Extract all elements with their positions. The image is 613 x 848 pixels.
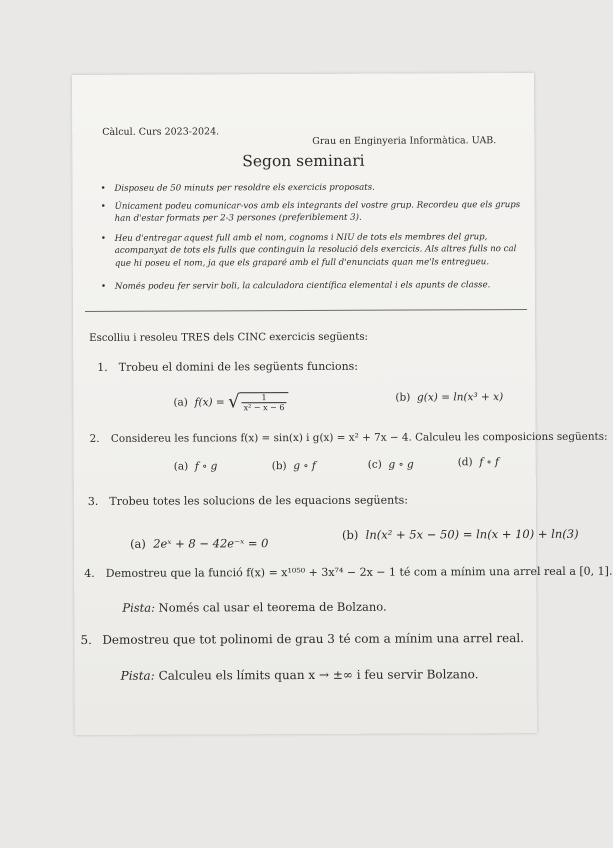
question-2-part-d	[458, 456, 499, 468]
part-expression: f(x) =	[194, 396, 225, 409]
question-3	[88, 494, 408, 508]
instruction-item	[100, 181, 520, 195]
question-2-part-c	[368, 459, 414, 471]
hint-label: Pista:	[120, 668, 155, 683]
part-label: (a)	[130, 536, 146, 551]
part-expression: ln(x² + 5x − 50) = ln(x + 10) + ln(3)	[365, 526, 579, 542]
question-2	[90, 431, 608, 445]
question-number: 4.	[84, 566, 95, 580]
question-text: Demostreu que tot polinomi de grau 3 té com a mínim una arrel real.	[102, 631, 525, 647]
question-4	[84, 565, 612, 580]
part-label: (a)	[173, 460, 189, 473]
bullet-icon: •	[100, 233, 107, 244]
fraction	[242, 393, 287, 412]
exercise-intro: Escolliu i resoleu TRES dels CINC exercicis següents:	[89, 331, 369, 344]
hint-text: Calculeu els límits quan x → ±∞ i feu servir Bolzano.	[158, 667, 479, 683]
question-text: Trobeu el domini de les següents funcions:	[118, 359, 359, 374]
instruction-text: Únicament podeu comunicar-vos amb els integrants del vostre grup. Recordeu que els grups han d'estar formats per 2-3 persones (preferiblement 3).	[114, 200, 521, 225]
question-text: Demostreu que la funció f(x) = x¹⁰⁵⁰ + 3x⁷⁴ − 2x − 1 té com a mínim una arrel real a [0, 1].	[105, 564, 613, 580]
part-label: (b)	[395, 391, 411, 404]
degree-header: Grau en Enginyeria Informàtica. UAB.	[312, 135, 497, 147]
question-number: 2.	[89, 432, 100, 445]
bullet-icon: •	[100, 183, 106, 194]
instruction-text: Només podeu fer servir boli, la calculadora científica elemental i els apunts de classe.	[114, 280, 491, 292]
part-expression: f ∘ f	[479, 456, 499, 469]
question-number: 1.	[97, 360, 108, 374]
part-label: (b)	[271, 460, 287, 473]
part-label: (b)	[341, 527, 359, 542]
question-number: 3.	[87, 494, 99, 508]
instruction-text: Disposeu de 50 minuts per resoldre els exercicis proposats.	[114, 182, 375, 194]
question-1-part-b	[395, 391, 503, 403]
part-expression: g ∘ f	[293, 459, 316, 473]
exam-sheet	[72, 73, 613, 735]
question-5	[80, 631, 524, 647]
instruction-text: Heu d'entregar aquest full amb el nom, cognoms i NIU de tots els membres del grup, acompanyat de tots els fulls que continguin la resolució dels exercicis. Als altres fulls no cal que hi poseu el nom, ja que els graparé amb el full d'enunciats quan me'ls entregueu.	[114, 232, 517, 269]
instruction-item	[101, 231, 521, 270]
instruction-item	[101, 279, 521, 293]
part-expression: g(x) = ln(x³ + x)	[416, 391, 504, 404]
sqrt-expression	[228, 392, 288, 412]
sqrt-icon: √	[228, 391, 240, 413]
question-number: 5.	[80, 632, 92, 647]
question-3-part-b	[342, 527, 579, 542]
question-text: Trobeu totes les solucions de les equacions següents:	[109, 493, 409, 508]
fraction-denominator: x² − x − 6	[242, 402, 287, 412]
part-expression: f ∘ g	[194, 460, 218, 473]
bullet-icon: •	[100, 281, 107, 292]
question-1-part-a	[173, 392, 288, 413]
question-2-part-b	[272, 460, 316, 472]
page-title: Segon seminari	[242, 151, 365, 171]
part-expression: 2eˣ + 8 − 42e⁻ˣ = 0	[153, 536, 269, 551]
fraction-numerator: 1	[261, 393, 267, 403]
question-5-hint	[121, 667, 479, 683]
hint-label: Pista:	[122, 600, 156, 615]
question-text: Considereu les funcions f(x) = sin(x) i g(x) = x² + 7x − 4. Calculeu les composicions següents:	[110, 430, 608, 445]
part-label: (c)	[367, 458, 382, 471]
part-label: (a)	[173, 396, 188, 409]
question-1	[97, 360, 358, 374]
question-2-part-a	[174, 460, 218, 472]
instruction-item	[101, 199, 521, 225]
part-label: (d)	[457, 456, 473, 469]
question-3-part-a	[130, 536, 268, 551]
bullet-icon: •	[100, 201, 106, 212]
part-expression: g ∘ g	[388, 458, 414, 471]
course-header: Càlcul. Curs 2023-2024.	[102, 126, 220, 138]
question-4-hint	[122, 600, 386, 615]
hint-text: Només cal usar el teorema de Bolzano.	[158, 599, 387, 615]
divider	[85, 309, 527, 312]
